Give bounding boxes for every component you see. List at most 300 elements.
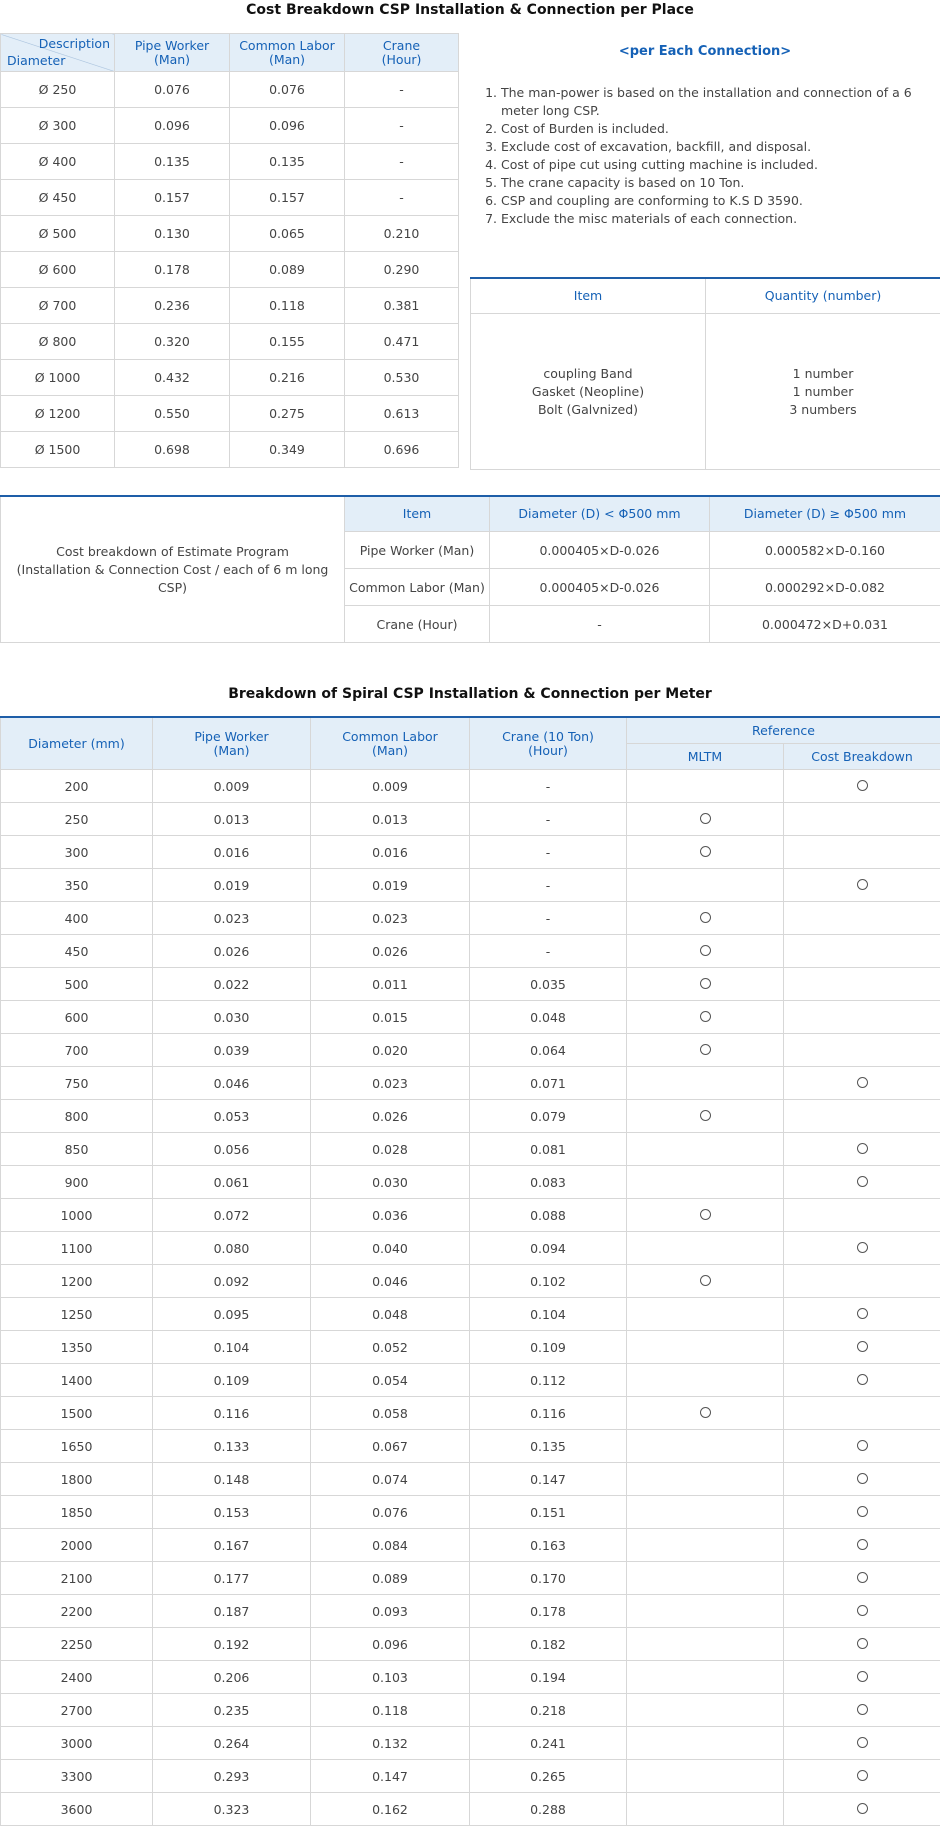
circle-mark-icon (857, 1308, 868, 1319)
mltm-cell (627, 1034, 784, 1067)
materials-item-header: Item (471, 278, 706, 314)
table-row (1, 1661, 940, 1694)
common-labor-cell: 0.040 (311, 1232, 470, 1265)
table-row (1, 108, 459, 144)
mltm-cell (627, 1496, 784, 1529)
table-row (1, 1067, 940, 1100)
crane-cell: - (470, 935, 627, 968)
table-row (1, 1430, 940, 1463)
crane-cell: 0.471 (345, 324, 459, 360)
circle-mark-icon (857, 879, 868, 890)
common-labor-cell: 0.349 (230, 432, 345, 468)
crane-cell: 0.182 (470, 1628, 627, 1661)
material-item: Bolt (Galvnized) (537, 401, 639, 417)
mltm-cell (627, 1397, 784, 1430)
mltm-cell (627, 869, 784, 902)
table-row (1, 869, 940, 902)
pipe-worker-cell: 0.039 (153, 1034, 311, 1067)
cost-breakdown-cell (784, 1562, 940, 1595)
estimate-item-header: Item (345, 496, 490, 532)
pipe-worker-cell: 0.061 (153, 1166, 311, 1199)
common-labor-cell: 0.013 (311, 803, 470, 836)
crane-cell: 0.104 (470, 1298, 627, 1331)
pipe-worker-cell: 0.264 (153, 1727, 311, 1760)
table-row (1, 144, 459, 180)
cost-breakdown-cell (784, 1793, 940, 1826)
crane-cell: 0.048 (470, 1001, 627, 1034)
per-place-table (0, 33, 459, 468)
common-labor-cell: 0.074 (311, 1463, 470, 1496)
crane-cell: 0.288 (470, 1793, 627, 1826)
pipe-worker-cell: 0.550 (115, 396, 230, 432)
common-labor-cell: 0.076 (311, 1496, 470, 1529)
pipe-worker-cell: 0.130 (115, 216, 230, 252)
crane-cell: 0.290 (345, 252, 459, 288)
table-row (1, 1199, 940, 1232)
materials-quantities-cell (706, 314, 940, 470)
common-labor-cell: 0.054 (311, 1364, 470, 1397)
estimate-formula-small: 0.000405×D-0.026 (490, 532, 710, 569)
common-labor-cell: 0.275 (230, 396, 345, 432)
pipe-worker-cell: 0.095 (153, 1298, 311, 1331)
table-row (1, 968, 940, 1001)
circle-mark-icon (700, 1209, 711, 1220)
circle-mark-icon (857, 780, 868, 791)
common-labor-cell: 0.016 (311, 836, 470, 869)
pipe-worker-cell: 0.432 (115, 360, 230, 396)
pipe-worker-cell: 0.116 (153, 1397, 311, 1430)
common-labor-cell: 0.048 (311, 1298, 470, 1331)
pipe-worker-cell: 0.104 (153, 1331, 311, 1364)
note-item: 7. Exclude the misc materials of each connection. (501, 210, 940, 228)
mltm-cell (627, 968, 784, 1001)
diameter-cell: 1650 (1, 1430, 153, 1463)
cost-breakdown-cell (784, 1430, 940, 1463)
pipe-worker-cell: 0.109 (153, 1364, 311, 1397)
cost-breakdown-cell (784, 1463, 940, 1496)
mltm-cell (627, 1694, 784, 1727)
common-labor-cell: 0.157 (230, 180, 345, 216)
cost-breakdown-cell (784, 1067, 940, 1100)
mltm-cell (627, 902, 784, 935)
mltm-cell (627, 803, 784, 836)
table-row (1, 1496, 940, 1529)
pipe-worker-cell: 0.096 (115, 108, 230, 144)
pipe-worker-cell: 0.192 (153, 1628, 311, 1661)
mltm-cell (627, 1067, 784, 1100)
crane-cell: - (470, 836, 627, 869)
diameter-cell: 250 (1, 803, 153, 836)
cost-breakdown-cell (784, 1199, 940, 1232)
cost-breakdown-cell (784, 1232, 940, 1265)
circle-mark-icon (857, 1440, 868, 1451)
diameter-cell: 2100 (1, 1562, 153, 1595)
diameter-cell: 1100 (1, 1232, 153, 1265)
pipe-worker-cell: 0.133 (153, 1430, 311, 1463)
diameter-cell: 2000 (1, 1529, 153, 1562)
common-labor-cell: 0.147 (311, 1760, 470, 1793)
pipe-worker-cell: 0.080 (153, 1232, 311, 1265)
table-row (1, 1298, 940, 1331)
crane-cell: 0.265 (470, 1760, 627, 1793)
common-labor-cell: 0.023 (311, 1067, 470, 1100)
diagonal-header-cell (1, 34, 115, 72)
mltm-cell (627, 1562, 784, 1595)
mltm-cell (627, 1100, 784, 1133)
circle-mark-icon (857, 1473, 868, 1484)
table-row (1, 288, 459, 324)
circle-mark-icon (700, 813, 711, 824)
materials-quantity-header: Quantity (number) (706, 278, 940, 314)
pipe-worker-cell: 0.016 (153, 836, 311, 869)
crane-cell: 0.135 (470, 1430, 627, 1463)
mltm-cell (627, 1529, 784, 1562)
pipe-worker-header: Pipe Worker (Man) (153, 717, 311, 770)
cost-breakdown-cell (784, 1496, 940, 1529)
circle-mark-icon (857, 1737, 868, 1748)
mltm-cell (627, 1166, 784, 1199)
mltm-cell (627, 1331, 784, 1364)
diameter-cell: 1800 (1, 1463, 153, 1496)
diameter-cell: 350 (1, 869, 153, 902)
common-labor-cell: 0.089 (311, 1562, 470, 1595)
crane-cell: 0.102 (470, 1265, 627, 1298)
circle-mark-icon (700, 846, 711, 857)
diameter-cell: 3000 (1, 1727, 153, 1760)
cost-breakdown-cell (784, 1034, 940, 1067)
common-labor-header: Common Labor (Man) (311, 717, 470, 770)
crane-cell: - (345, 144, 459, 180)
mltm-cell (627, 1430, 784, 1463)
cost-breakdown-header: Cost Breakdown (784, 744, 940, 770)
mltm-cell (627, 1364, 784, 1397)
table-row (1, 1100, 940, 1133)
common-labor-cell: 0.084 (311, 1529, 470, 1562)
pipe-worker-cell: 0.235 (153, 1694, 311, 1727)
crane-cell: 0.147 (470, 1463, 627, 1496)
table-row (1, 1397, 940, 1430)
circle-mark-icon (857, 1704, 868, 1715)
circle-mark-icon (700, 978, 711, 989)
reference-header: Reference (627, 717, 940, 744)
pipe-worker-cell: 0.046 (153, 1067, 311, 1100)
table-row (1, 836, 940, 869)
mltm-cell (627, 1628, 784, 1661)
mltm-cell (627, 770, 784, 803)
circle-mark-icon (857, 1176, 868, 1187)
cost-breakdown-cell (784, 1529, 940, 1562)
table-row (1, 1595, 940, 1628)
crane-cell: 0.083 (470, 1166, 627, 1199)
common-labor-cell: 0.015 (311, 1001, 470, 1034)
crane-cell: - (470, 869, 627, 902)
section2-title: Breakdown of Spiral CSP Installation & Connection per Meter (228, 686, 712, 702)
table-row (1, 1628, 940, 1661)
table-row (1, 1694, 940, 1727)
notes-heading: <per Each Connection> (618, 44, 792, 59)
pipe-worker-cell: 0.023 (153, 902, 311, 935)
pipe-worker-cell: 0.026 (153, 935, 311, 968)
pipe-worker-cell: 0.076 (115, 72, 230, 108)
estimate-item: Common Labor (Man) (345, 569, 490, 606)
table-row (1, 1562, 940, 1595)
cost-breakdown-cell (784, 1100, 940, 1133)
common-labor-cell: 0.028 (311, 1133, 470, 1166)
notes-list (470, 84, 940, 228)
common-labor-cell: 0.093 (311, 1595, 470, 1628)
crane-cell: - (345, 180, 459, 216)
cost-breakdown-cell (784, 1298, 940, 1331)
crane-cell: - (345, 72, 459, 108)
common-labor-cell: 0.067 (311, 1430, 470, 1463)
diameter-cell: 400 (1, 902, 153, 935)
circle-mark-icon (700, 1407, 711, 1418)
crane-cell: 0.194 (470, 1661, 627, 1694)
estimate-formula-small: - (490, 606, 710, 643)
circle-mark-icon (857, 1803, 868, 1814)
pipe-worker-header: Pipe Worker (Man) (115, 34, 230, 72)
diameter-cell: Ø 700 (1, 288, 115, 324)
diameter-cell: 1850 (1, 1496, 153, 1529)
cost-breakdown-cell (784, 1331, 940, 1364)
pipe-worker-cell: 0.022 (153, 968, 311, 1001)
mltm-cell (627, 1199, 784, 1232)
mltm-cell (627, 1298, 784, 1331)
estimate-program-label: Cost breakdown of Estimate Program (Installation & Connection Cost / each of 6 m long CSP) (1, 496, 345, 643)
table-row (1, 1166, 940, 1199)
circle-mark-icon (857, 1341, 868, 1352)
crane-cell: - (470, 770, 627, 803)
circle-mark-icon (700, 1275, 711, 1286)
material-quantity: 1 number (792, 365, 854, 381)
table-row (1, 902, 940, 935)
circle-mark-icon (857, 1077, 868, 1088)
common-labor-cell: 0.009 (311, 770, 470, 803)
cost-breakdown-cell (784, 902, 940, 935)
mltm-cell (627, 836, 784, 869)
crane-cell: 0.163 (470, 1529, 627, 1562)
note-item: 4. Cost of pipe cut using cutting machine is included. (501, 156, 940, 174)
description-label: Description (38, 36, 110, 51)
table-row (1, 1760, 940, 1793)
pipe-worker-cell: 0.178 (115, 252, 230, 288)
diameter-cell: 800 (1, 1100, 153, 1133)
cost-breakdown-cell (784, 803, 940, 836)
diameter-cell: Ø 600 (1, 252, 115, 288)
pipe-worker-cell: 0.157 (115, 180, 230, 216)
table-row (1, 360, 459, 396)
table-row (1, 803, 940, 836)
common-labor-cell: 0.026 (311, 935, 470, 968)
pipe-worker-cell: 0.698 (115, 432, 230, 468)
diameter-cell: 1200 (1, 1265, 153, 1298)
material-quantity: 1 number (792, 383, 854, 399)
circle-mark-icon (700, 912, 711, 923)
pipe-worker-cell: 0.293 (153, 1760, 311, 1793)
estimate-program-table (0, 495, 940, 643)
crane-cell: 0.035 (470, 968, 627, 1001)
diameter-cell: 3600 (1, 1793, 153, 1826)
crane-cell: 0.071 (470, 1067, 627, 1100)
common-labor-header: Common Labor (Man) (230, 34, 345, 72)
section1-title: Cost Breakdown CSP Installation & Connection per Place (246, 2, 694, 18)
mltm-cell (627, 1232, 784, 1265)
table-row (1, 1265, 940, 1298)
common-labor-cell: 0.076 (230, 72, 345, 108)
per-meter-table-body (1, 770, 940, 1826)
cost-breakdown-cell (784, 869, 940, 902)
diameter-cell: 2250 (1, 1628, 153, 1661)
note-item: 6. CSP and coupling are conforming to K.S D 3590. (501, 192, 940, 210)
diameter-cell: 900 (1, 1166, 153, 1199)
cost-breakdown-cell (784, 1595, 940, 1628)
crane-cell: 0.116 (470, 1397, 627, 1430)
table-row (1, 1133, 940, 1166)
diameter-mm-header: Diameter (mm) (1, 717, 153, 770)
table-row (1, 180, 459, 216)
material-item: coupling Band (543, 365, 633, 381)
note-item: 1. The man-power is based on the installation and connection of a 6 meter long CSP. (501, 84, 940, 120)
cost-breakdown-cell (784, 1364, 940, 1397)
estimate-formula-small: 0.000405×D-0.026 (490, 569, 710, 606)
circle-mark-icon (857, 1143, 868, 1154)
circle-mark-icon (700, 1110, 711, 1121)
circle-mark-icon (857, 1638, 868, 1649)
table-row (1, 252, 459, 288)
pipe-worker-cell: 0.135 (115, 144, 230, 180)
diameter-cell: 1350 (1, 1331, 153, 1364)
estimate-item: Pipe Worker (Man) (345, 532, 490, 569)
table-row (1, 935, 940, 968)
table-row (1, 1463, 940, 1496)
mltm-cell (627, 1727, 784, 1760)
common-labor-cell: 0.052 (311, 1331, 470, 1364)
table-row (1, 1001, 940, 1034)
estimate-large-diameter-header: Diameter (D) ≥ Φ500 mm (710, 496, 940, 532)
cost-breakdown-cell (784, 935, 940, 968)
diameter-cell: 1400 (1, 1364, 153, 1397)
diameter-cell: Ø 250 (1, 72, 115, 108)
diameter-cell: Ø 500 (1, 216, 115, 252)
cost-breakdown-cell (784, 1628, 940, 1661)
mltm-cell (627, 1793, 784, 1826)
diameter-cell: Ø 1500 (1, 432, 115, 468)
diameter-cell: 450 (1, 935, 153, 968)
cost-breakdown-cell (784, 1001, 940, 1034)
mltm-cell (627, 1760, 784, 1793)
pipe-worker-cell: 0.030 (153, 1001, 311, 1034)
pipe-worker-cell: 0.013 (153, 803, 311, 836)
circle-mark-icon (700, 1011, 711, 1022)
circle-mark-icon (857, 1506, 868, 1517)
diameter-cell: Ø 300 (1, 108, 115, 144)
common-labor-cell: 0.162 (311, 1793, 470, 1826)
common-labor-cell: 0.096 (230, 108, 345, 144)
common-labor-cell: 0.118 (311, 1694, 470, 1727)
table-row (1, 72, 459, 108)
common-labor-cell: 0.096 (311, 1628, 470, 1661)
mltm-cell (627, 935, 784, 968)
crane-header: Crane (Hour) (345, 34, 459, 72)
table-row (1, 324, 459, 360)
diameter-cell: 200 (1, 770, 153, 803)
pipe-worker-cell: 0.148 (153, 1463, 311, 1496)
cost-breakdown-cell (784, 1166, 940, 1199)
estimate-formula-large: 0.000292×D-0.082 (710, 569, 940, 606)
pipe-worker-cell: 0.092 (153, 1265, 311, 1298)
circle-mark-icon (857, 1374, 868, 1385)
crane-cell: 0.088 (470, 1199, 627, 1232)
circle-mark-icon (857, 1572, 868, 1583)
common-labor-cell: 0.026 (311, 1100, 470, 1133)
circle-mark-icon (700, 1044, 711, 1055)
common-labor-cell: 0.065 (230, 216, 345, 252)
cost-breakdown-cell (784, 770, 940, 803)
cost-breakdown-cell (784, 1727, 940, 1760)
crane-cell: 0.210 (345, 216, 459, 252)
crane-cell: 0.696 (345, 432, 459, 468)
common-labor-cell: 0.023 (311, 902, 470, 935)
estimate-small-diameter-header: Diameter (D) < Φ500 mm (490, 496, 710, 532)
estimate-item: Crane (Hour) (345, 606, 490, 643)
common-labor-cell: 0.030 (311, 1166, 470, 1199)
material-item: Gasket (Neopline) (531, 383, 645, 399)
diameter-cell: 850 (1, 1133, 153, 1166)
diameter-cell: 1250 (1, 1298, 153, 1331)
pipe-worker-cell: 0.053 (153, 1100, 311, 1133)
diameter-cell: 2400 (1, 1661, 153, 1694)
mltm-cell (627, 1463, 784, 1496)
common-labor-cell: 0.036 (311, 1199, 470, 1232)
crane-cell: - (345, 108, 459, 144)
materials-table (470, 277, 940, 470)
per-meter-table (0, 716, 940, 1826)
crane-cell: 0.109 (470, 1331, 627, 1364)
mltm-cell (627, 1661, 784, 1694)
diameter-label: Diameter (7, 53, 66, 68)
common-labor-cell: 0.118 (230, 288, 345, 324)
diameter-cell: 2200 (1, 1595, 153, 1628)
common-labor-cell: 0.089 (230, 252, 345, 288)
common-labor-cell: 0.019 (311, 869, 470, 902)
mltm-cell (627, 1595, 784, 1628)
common-labor-cell: 0.216 (230, 360, 345, 396)
cost-breakdown-cell (784, 836, 940, 869)
table-row (1, 1364, 940, 1397)
common-labor-cell: 0.046 (311, 1265, 470, 1298)
material-quantity: 3 numbers (789, 401, 857, 417)
diameter-cell: 300 (1, 836, 153, 869)
pipe-worker-cell: 0.323 (153, 1793, 311, 1826)
diameter-cell: Ø 1200 (1, 396, 115, 432)
circle-mark-icon (857, 1539, 868, 1550)
crane-cell: - (470, 902, 627, 935)
table-row (1, 1034, 940, 1067)
crane-cell: 0.151 (470, 1496, 627, 1529)
table-row (1, 1793, 940, 1826)
diameter-cell: Ø 1000 (1, 360, 115, 396)
crane-cell: 0.170 (470, 1562, 627, 1595)
pipe-worker-cell: 0.177 (153, 1562, 311, 1595)
table-row (1, 1727, 940, 1760)
estimate-formula-large: 0.000582×D-0.160 (710, 532, 940, 569)
pipe-worker-cell: 0.009 (153, 770, 311, 803)
common-labor-cell: 0.155 (230, 324, 345, 360)
diameter-cell: 700 (1, 1034, 153, 1067)
diameter-cell: 1000 (1, 1199, 153, 1232)
diameter-cell: 500 (1, 968, 153, 1001)
cost-breakdown-cell (784, 1694, 940, 1727)
